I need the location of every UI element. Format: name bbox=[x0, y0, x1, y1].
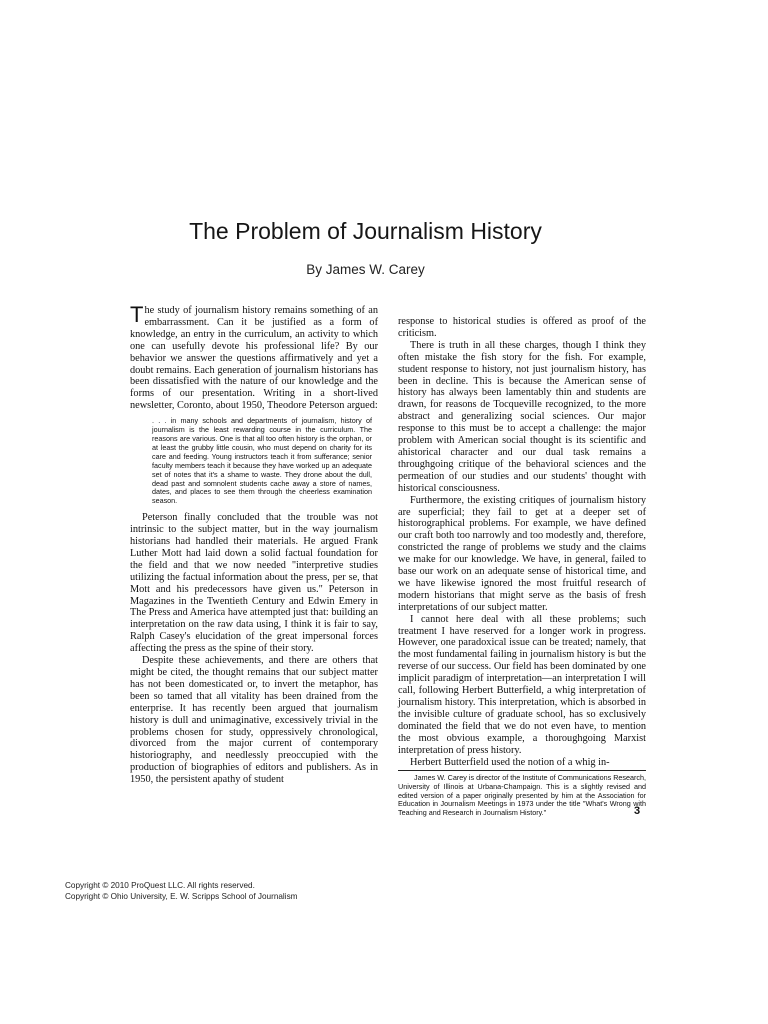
right-paragraph-4: I cannot here deal with all these problems; such treatment I have reserved for a longer work in progress. However, one paradoxical issue can be treated; namely, that the most fundamental failing in journalism history is but the reverse of our success. Our field has been dominated by one implicit paradigm of interpretation—an interpretation I will call, following Herbert Butterfield, a whig interpretation of journalism history. This interpretation, which is absorbed in the invisible culture of graduate school, has so exclusively dominated the field that we do not even have, to mention the most obvious example, a thoroughgoing Marxist interpretation of press history. bbox=[398, 613, 646, 756]
page-number: 3 bbox=[634, 805, 641, 817]
left-paragraph-3: Despite these achievements, and there are others that might be cited, the thought remains that our subject matter has not been domesticated or, to invert the metaphor, has been so tamed that all vitality has been drained from the enterprise. It has recently been argued that journalism history is dull and unimaginative, excessively trivial in the problems chosen for study, oppressively chronological, divorced from the major current of contemporary historiography, and needlessly preoccupied with the production of biographies of editors and publishers. As in 1950, the persistent apathy of student bbox=[130, 655, 378, 786]
left-paragraph-1: The study of journalism history remains something of an embarrassment. Can it be justified as a form of knowledge, an entry in the curriculum, an activity to which one can usefully devote his professional life? By our behavior we answer the questions affirmatively and yet a doubt remains. Each generation of journalism historians has been dissatisfied with the nature of our knowledge and the forms of our presentation. Writing in a short-lived newsletter, Coronto, about 1950, Theodore Peterson argued: bbox=[130, 302, 378, 412]
footnote-divider bbox=[398, 770, 646, 771]
left-column bbox=[130, 302, 378, 786]
right-paragraph-5: Herbert Butterfield used the notion of a whig in- bbox=[410, 756, 610, 768]
copyright-line-1: Copyright © 2010 ProQuest LLC. All rights reserved. bbox=[65, 881, 255, 890]
right-column bbox=[398, 316, 646, 817]
article-byline: By James W. Carey bbox=[306, 262, 425, 277]
right-paragraph-1: response to historical studies is offered as proof of the criticism. bbox=[398, 316, 646, 339]
left-paragraph-2: Peterson finally concluded that the trouble was not intrinsic to the subject matter, but in the way journalism historians had handled their materials. He argued Frank Luther Mott had laid down a solid factual foundation for the field and that we now needed "interpretive studies utilizing the factual information about the press, per se, that Mott and his predecessors have given us." Peterson in Magazines in the Twentieth Century and Edwin Emery in The Press and America have attempted just that: building an interpretation on the raw data using, I think it is fair to say, Ralph Casey's elucidation of the great impersonal forces affecting the press as the spine of their story. bbox=[130, 512, 378, 655]
drop-cap: T bbox=[130, 302, 144, 327]
author-footnote: James W. Carey is director of the Institute of Communications Research, University of Illinois at Urbana-Champaign. This is a slightly revised and edited version of a paper originally presented by him at the Association for Education in Journalism Meetings in 1973 under the title "What's Wrong with Teaching and Research in Journalism History." bbox=[398, 773, 646, 817]
right-paragraph-3: Furthermore, the existing critiques of journalism history are superficial; they fail to get at a deeper set of historographical problems. For example, we have defined our craft both too narrowly and too modestly and, therefore, constricted the range of problems we study and the claims we make for our knowledge. We have, in general, failed to base our work on an adequate sense of historical time, and we have likewise ignored the most fruitful research of modern historians that might serve as the basis of fresh interpretations of our subject matter. bbox=[398, 494, 646, 613]
right-paragraph-2: There is truth in all these charges, though I think they often mistake the fish story for the fish. For example, student response to history, not just journalism history, has been in decline. This is because the American sense of history has always been lamentably thin and students are drawn, for reasons de Tocqueville recognized, to the more abstract and generalizing social sciences. Our major response to this must be to accept a challenge: the major problem with American social thought is its scientific and ahistorical character and our dual task remains a throughgoing critique of the behavioral sciences and the permeation of our studies and our students' thought with historical consciousness. bbox=[398, 339, 646, 494]
copyright-line-2: Copyright © Ohio University, E. W. Scripps School of Journalism bbox=[65, 891, 298, 901]
article-title: The Problem of Journalism History bbox=[189, 218, 542, 244]
copyright-notice bbox=[65, 881, 297, 902]
block-quote: . . . in many schools and departments of journalism, history of journalism is the least rewarding course in the curriculum. The reasons are various. One is that all too often history is the orphan, or at least the grubby little cousin, who must depend on charity for its care and feeding. Young instructors teach it from sufferance; senior faculty members teach it because they have worked up an adequate set of notes that it's a shame to waste. They drone about the dull, dead past and somnolent students cache away a store of names, dates, and places to see them through the cheerless examination season. bbox=[152, 416, 372, 506]
